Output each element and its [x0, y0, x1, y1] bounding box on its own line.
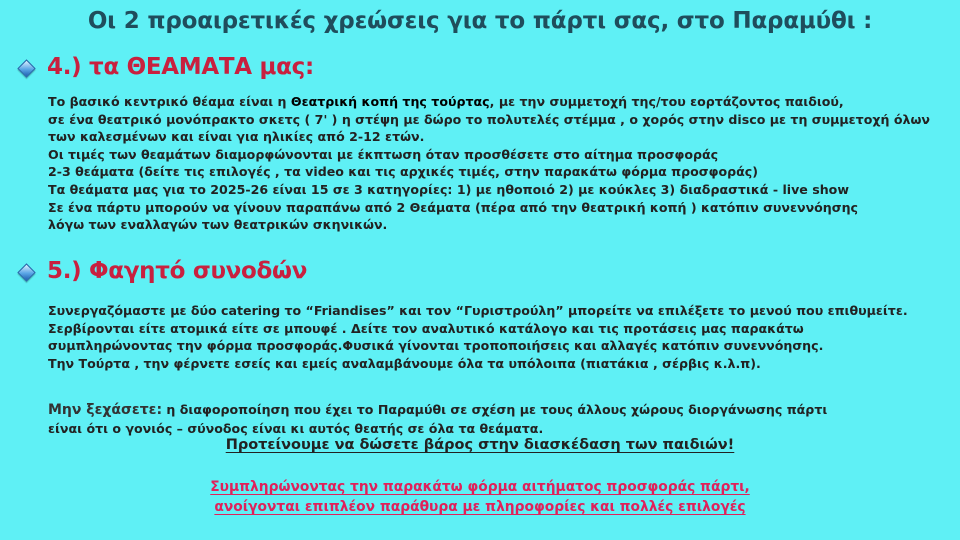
- offer-form-link-1[interactable]: Συμπληρώνοντας την παρακάτω φόρμα αιτήματος προσφοράς πάρτι,: [210, 479, 750, 495]
- food-line-3: συμπληρώνοντας την φόρμα προσφοράς.Φυσικά γίνονται τροποποιήσεις και αλλαγές κατόπιν συνεννόησης.: [48, 338, 824, 354]
- reminder-lead: Μην ξεχάσετε:: [48, 402, 163, 418]
- shows-line-1: [48, 93, 948, 111]
- reminder-line-1-text: η διαφοροποίηση που έχει το Παραμύθι σε σχέση με τους άλλους χώρους διοργάνωσης πάρτι: [162, 402, 828, 417]
- reminder-paragraph: [48, 401, 948, 437]
- emphasis-line: [0, 437, 960, 453]
- emphasis-text: Προτείνουμε να δώσετε βάρος στην διασκέδαση των παιδιών!: [225, 437, 735, 453]
- offer-form-link-2[interactable]: ανοίγονται επιπλέον παράθυρα με πληροφορίες και πολλές επιλογές: [214, 499, 746, 515]
- shows-section-header: [20, 54, 314, 80]
- cta-line-1: [0, 479, 960, 495]
- page-title: Οι 2 προαιρετικές χρεώσεις για το πάρτι σας, στο Παραμύθι :: [87, 8, 873, 34]
- shows-line-5: 2-3 θεάματα (δείτε τις επιλογές , τα video και τις αρχικές τιμές, στην παρακάτω φόρμα προσφοράς): [48, 164, 759, 180]
- cta-line-2: [0, 499, 960, 515]
- shows-line-4: Οι τιμές των θεαμάτων διαμορφώνονται με έκπτωση όταν προσθέσετε στο αίτημα προσφοράς: [48, 146, 719, 162]
- shows-paragraph: [48, 93, 948, 234]
- diamond-bullet-icon: [17, 59, 35, 77]
- food-section-header: [20, 258, 307, 284]
- shows-line-1-text: Το βασικό κεντρικό θέαμα είναι η: [48, 94, 291, 109]
- reminder-line-1: [48, 401, 948, 420]
- shows-line-7: Σε ένα πάρτυ μπορούν να γίνουν παραπάνω από 2 Θεάματα (πέρα από την θεατρική κοπή ) κατόπιν συνεννόησης: [48, 199, 859, 215]
- food-paragraph: [48, 302, 948, 372]
- cake-cutting-highlight: Θεατρική κοπή της τούρτας: [290, 94, 490, 109]
- shows-line-8: λόγω των εναλλαγών των θεατρικών σκηνικών.: [48, 217, 388, 233]
- food-heading: 5.) Φαγητό συνοδών: [47, 258, 308, 284]
- reminder-line-2: είναι ότι ο γονιός – σύνοδος είναι κι αυτός θεατής σε όλα τα θεάματα.: [48, 420, 544, 436]
- diamond-bullet-icon: [17, 263, 35, 281]
- shows-line-1-end: , με την συμμετοχή της/του εορτάζοντος παιδιού,: [489, 94, 844, 109]
- food-line-1: Συνεργαζόμαστε με δύο catering το “Friandises” και τον “Γυριστρούλη” μπορείτε να επιλέξετε το μενού που επιθυμείτε.: [48, 303, 908, 318]
- shows-heading: 4.) τα ΘΕΑΜΑΤΑ μας:: [47, 54, 314, 80]
- shows-line-3: των καλεσμένων και είναι για ηλικίες από 2-12 ετών.: [48, 129, 425, 145]
- food-line-2: Σερβίρονται είτε ατομικά είτε σε μπουφέ . Δείτε τον αναλυτικό κατάλογο και τις προτάσεις μας παρακάτω: [48, 320, 804, 336]
- food-line-4: Την Τούρτα , την φέρνετε εσείς και εμείς αναλαμβάνουμε όλα τα υπόλοιπα (πιατάκια , σέρβις κ.λ.π).: [48, 355, 761, 371]
- shows-line-2: σε ένα θεατρικό μονόπρακτο σκετς ( 7' ) η στέψη με δώρο το πολυτελές στέμμα , ο χορός στην disco με τη συμμετοχή όλων: [48, 111, 930, 127]
- shows-line-6: Τα θεάματα μας για το 2025-26 είναι 15 σε 3 κατηγορίες: 1) με ηθοποιό 2) με κούκλες 3) διαδραστικά - live show: [48, 181, 849, 197]
